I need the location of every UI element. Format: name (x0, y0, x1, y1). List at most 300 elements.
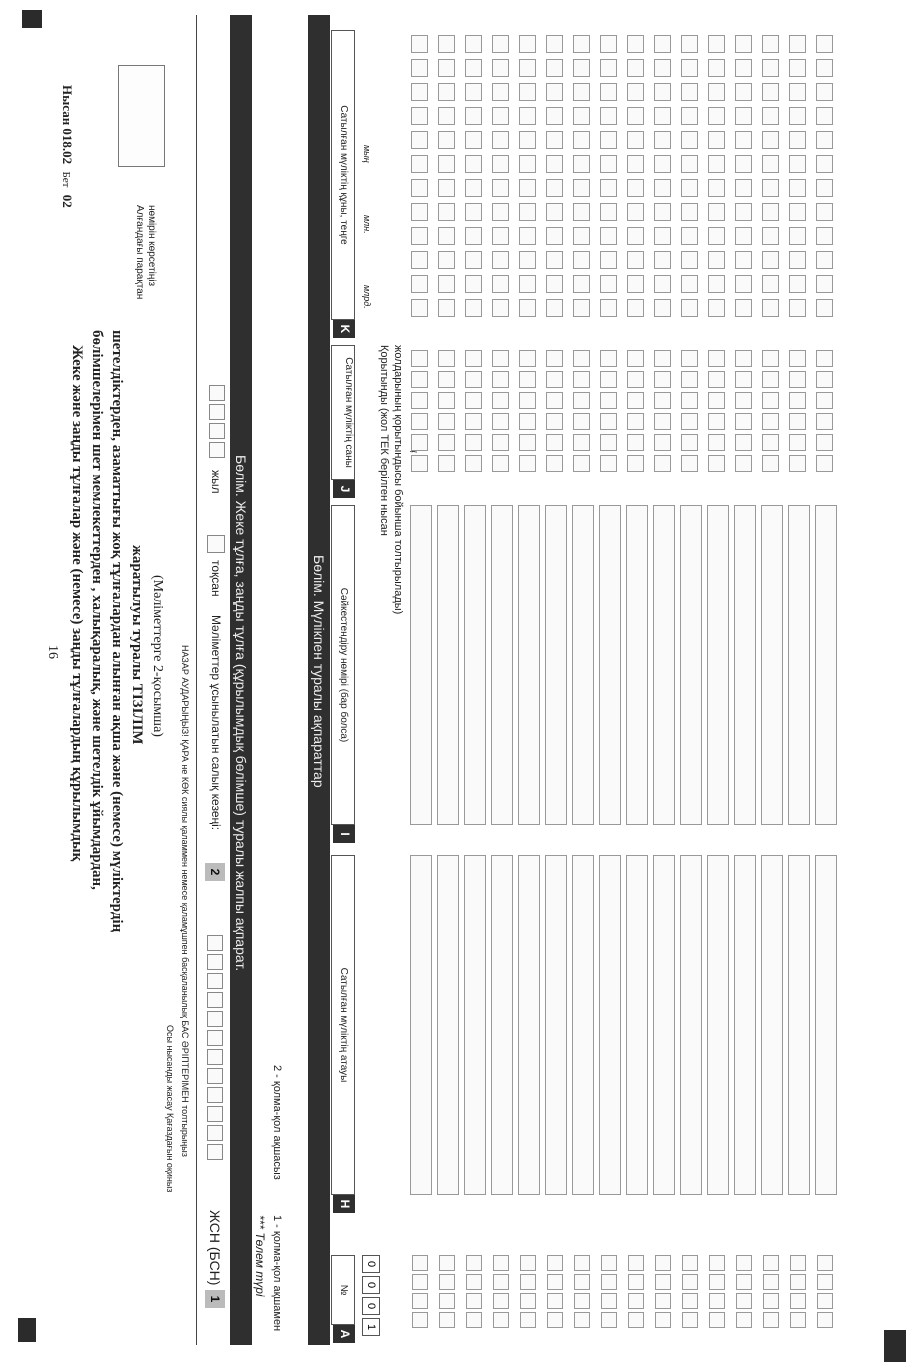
value-cell[interactable] (465, 227, 482, 245)
row-number-cell[interactable] (412, 1293, 428, 1309)
row-number-cell[interactable] (817, 1312, 833, 1328)
value-cell[interactable] (438, 131, 455, 149)
quantity-cell[interactable] (465, 371, 482, 388)
quantity-cell[interactable] (519, 392, 536, 409)
quantity-cell[interactable] (492, 392, 509, 409)
quantity-cell[interactable] (627, 350, 644, 367)
quantity-cell[interactable] (519, 371, 536, 388)
value-cell[interactable] (735, 155, 752, 173)
quantity-cell[interactable] (708, 455, 725, 472)
value-cell[interactable] (465, 59, 482, 77)
value-cell[interactable] (546, 275, 563, 293)
value-cell[interactable] (519, 35, 536, 53)
value-cell[interactable] (465, 179, 482, 197)
value-cell[interactable] (627, 83, 644, 101)
row-digit[interactable]: 0 (362, 1297, 380, 1315)
value-cell[interactable] (735, 59, 752, 77)
row-number-cell[interactable] (466, 1274, 482, 1290)
row-number-cell[interactable] (709, 1274, 725, 1290)
quantity-cell[interactable] (546, 392, 563, 409)
quantity-cell[interactable] (816, 455, 833, 472)
value-cell[interactable] (600, 251, 617, 269)
value-cell[interactable] (789, 155, 806, 173)
identifier-field[interactable] (626, 505, 648, 825)
row-number-cell[interactable] (439, 1274, 455, 1290)
quantity-cell[interactable] (789, 434, 806, 451)
value-cell[interactable] (411, 35, 428, 53)
iin-digit-box[interactable] (207, 1011, 223, 1027)
value-cell[interactable] (465, 107, 482, 125)
value-cell[interactable] (492, 203, 509, 221)
quantity-cell[interactable] (627, 371, 644, 388)
quarter-input[interactable] (207, 535, 225, 553)
quantity-cell[interactable] (681, 392, 698, 409)
value-cell[interactable] (573, 179, 590, 197)
quantity-cell[interactable] (762, 392, 779, 409)
quantity-cell[interactable] (411, 413, 428, 430)
row-number-cell[interactable] (439, 1255, 455, 1271)
quantity-cell[interactable] (600, 413, 617, 430)
year-input[interactable] (209, 385, 225, 458)
quantity-cell[interactable] (654, 371, 671, 388)
row-number-cell[interactable] (574, 1274, 590, 1290)
row-number-cell[interactable] (547, 1255, 563, 1271)
value-cell[interactable] (708, 155, 725, 173)
value-cell[interactable] (465, 275, 482, 293)
value-cell[interactable] (627, 131, 644, 149)
iin-digit-box[interactable] (207, 1049, 223, 1065)
value-cell[interactable] (789, 299, 806, 317)
value-cell[interactable] (573, 155, 590, 173)
row-number-cell[interactable] (412, 1274, 428, 1290)
value-cell[interactable] (411, 131, 428, 149)
iin-bin-input[interactable] (207, 935, 223, 1160)
value-cell[interactable] (600, 155, 617, 173)
value-cell[interactable] (438, 227, 455, 245)
quantity-cell[interactable] (600, 434, 617, 451)
value-cell[interactable] (654, 83, 671, 101)
value-cell[interactable] (681, 107, 698, 125)
quantity-cell[interactable] (438, 350, 455, 367)
value-cell[interactable] (573, 35, 590, 53)
row-number-cell[interactable] (763, 1255, 779, 1271)
quantity-cell[interactable] (681, 455, 698, 472)
quantity-cell[interactable] (492, 434, 509, 451)
quantity-cell[interactable] (600, 371, 617, 388)
row-number-cell[interactable] (655, 1255, 671, 1271)
quantity-cell[interactable] (465, 413, 482, 430)
value-cell[interactable] (573, 275, 590, 293)
value-cell[interactable] (654, 107, 671, 125)
value-cell[interactable] (681, 83, 698, 101)
row-number-cell[interactable] (574, 1255, 590, 1271)
value-cell[interactable] (762, 179, 779, 197)
row-number-cell[interactable] (601, 1274, 617, 1290)
quantity-cell[interactable] (546, 371, 563, 388)
value-cell[interactable] (654, 59, 671, 77)
value-cell[interactable] (627, 227, 644, 245)
value-cell[interactable] (762, 275, 779, 293)
identifier-field[interactable] (572, 505, 594, 825)
value-cell[interactable] (789, 107, 806, 125)
quantity-cell[interactable] (708, 350, 725, 367)
value-cell[interactable] (411, 227, 428, 245)
row-number-cell[interactable] (628, 1312, 644, 1328)
value-cell[interactable] (546, 299, 563, 317)
value-cell[interactable] (546, 131, 563, 149)
value-cell[interactable] (681, 203, 698, 221)
row-number-cell[interactable] (547, 1274, 563, 1290)
value-cell[interactable] (465, 299, 482, 317)
value-cell[interactable] (627, 107, 644, 125)
value-cell[interactable] (573, 107, 590, 125)
quantity-cell[interactable] (492, 350, 509, 367)
row-number-cell[interactable] (520, 1255, 536, 1271)
value-cell[interactable] (735, 227, 752, 245)
quantity-cell[interactable] (600, 350, 617, 367)
value-cell[interactable] (492, 251, 509, 269)
value-cell[interactable] (816, 35, 833, 53)
value-cell[interactable] (573, 83, 590, 101)
identifier-field[interactable] (518, 505, 540, 825)
quantity-cell[interactable] (546, 434, 563, 451)
row-number-cell[interactable] (520, 1312, 536, 1328)
row-number-cell[interactable] (817, 1293, 833, 1309)
value-cell[interactable] (546, 251, 563, 269)
quantity-cell[interactable] (654, 434, 671, 451)
quantity-cell[interactable] (708, 413, 725, 430)
value-cell[interactable] (681, 251, 698, 269)
quantity-cell[interactable] (654, 350, 671, 367)
quantity-cell[interactable] (600, 392, 617, 409)
value-cell[interactable] (681, 299, 698, 317)
quantity-cell[interactable] (465, 434, 482, 451)
value-cell[interactable] (546, 179, 563, 197)
value-cell[interactable] (816, 59, 833, 77)
value-cell[interactable] (519, 107, 536, 125)
value-cell[interactable] (816, 299, 833, 317)
value-cell[interactable] (654, 35, 671, 53)
iin-digit-box[interactable] (207, 1125, 223, 1141)
value-cell[interactable] (816, 203, 833, 221)
row-number-cell[interactable] (628, 1293, 644, 1309)
quantity-cell[interactable] (411, 455, 428, 472)
value-cell[interactable] (546, 83, 563, 101)
value-cell[interactable] (708, 131, 725, 149)
value-cell[interactable] (708, 299, 725, 317)
row-number-cell[interactable] (466, 1293, 482, 1309)
quantity-cell[interactable] (762, 413, 779, 430)
quantity-cell[interactable] (789, 392, 806, 409)
item-name-field[interactable] (734, 855, 756, 1195)
quantity-cell[interactable] (492, 371, 509, 388)
value-cell[interactable] (816, 83, 833, 101)
value-cell[interactable] (492, 83, 509, 101)
value-cell[interactable] (762, 227, 779, 245)
row-number-cell[interactable] (574, 1293, 590, 1309)
item-name-field[interactable] (788, 855, 810, 1195)
quantity-cell[interactable] (546, 350, 563, 367)
value-cell[interactable] (519, 179, 536, 197)
value-cell[interactable] (438, 203, 455, 221)
value-cell[interactable] (735, 203, 752, 221)
value-cell[interactable] (708, 35, 725, 53)
value-cell[interactable] (573, 227, 590, 245)
value-cell[interactable] (762, 35, 779, 53)
quantity-cell[interactable] (546, 413, 563, 430)
value-cell[interactable] (546, 107, 563, 125)
quantity-cell[interactable] (681, 434, 698, 451)
quantity-cell[interactable] (789, 350, 806, 367)
value-cell[interactable] (492, 35, 509, 53)
year-digit-box[interactable] (209, 404, 225, 420)
year-digit-box[interactable] (209, 385, 225, 401)
value-cell[interactable] (708, 227, 725, 245)
quantity-cell[interactable] (816, 392, 833, 409)
quantity-cell[interactable] (708, 392, 725, 409)
row-number-cell[interactable] (493, 1274, 509, 1290)
row-number-cell[interactable] (682, 1293, 698, 1309)
item-name-field[interactable] (437, 855, 459, 1195)
year-digit-box[interactable] (209, 423, 225, 439)
quantity-cell[interactable] (762, 350, 779, 367)
quantity-cell[interactable] (411, 350, 428, 367)
value-cell[interactable] (465, 131, 482, 149)
quantity-cell[interactable] (600, 455, 617, 472)
value-cell[interactable] (519, 251, 536, 269)
item-name-field[interactable] (653, 855, 675, 1195)
quantity-cell[interactable] (654, 392, 671, 409)
value-cell[interactable] (816, 107, 833, 125)
row-number-cell[interactable] (520, 1293, 536, 1309)
item-name-field[interactable] (680, 855, 702, 1195)
iin-digit-box[interactable] (207, 954, 223, 970)
quantity-cell[interactable] (627, 413, 644, 430)
quantity-cell[interactable] (735, 434, 752, 451)
quantity-cell[interactable] (492, 455, 509, 472)
value-cell[interactable] (708, 275, 725, 293)
value-cell[interactable] (762, 251, 779, 269)
value-cell[interactable] (438, 155, 455, 173)
quantity-cell[interactable] (762, 434, 779, 451)
item-name-field[interactable] (518, 855, 540, 1195)
value-cell[interactable] (708, 83, 725, 101)
value-cell[interactable] (789, 179, 806, 197)
item-name-field[interactable] (464, 855, 486, 1195)
row-number-cell[interactable] (817, 1255, 833, 1271)
value-cell[interactable] (519, 299, 536, 317)
value-cell[interactable] (816, 227, 833, 245)
value-cell[interactable] (735, 107, 752, 125)
value-cell[interactable] (681, 131, 698, 149)
iin-digit-box[interactable] (207, 935, 223, 951)
quantity-cell[interactable] (627, 434, 644, 451)
row-digit[interactable]: 0 (362, 1255, 380, 1273)
iin-digit-box[interactable] (207, 1068, 223, 1084)
value-cell[interactable] (762, 131, 779, 149)
iin-digit-box[interactable] (207, 1030, 223, 1046)
value-cell[interactable] (600, 179, 617, 197)
identifier-field[interactable] (815, 505, 837, 825)
value-cell[interactable] (789, 131, 806, 149)
value-cell[interactable] (573, 251, 590, 269)
row-number-cell[interactable] (439, 1293, 455, 1309)
value-cell[interactable] (735, 179, 752, 197)
value-cell[interactable] (600, 83, 617, 101)
identifier-field[interactable] (734, 505, 756, 825)
row-number-cell[interactable] (547, 1312, 563, 1328)
quantity-cell[interactable] (519, 413, 536, 430)
value-cell[interactable] (519, 155, 536, 173)
quantity-cell[interactable] (438, 434, 455, 451)
value-cell[interactable] (681, 35, 698, 53)
value-cell[interactable] (735, 131, 752, 149)
value-cell[interactable] (438, 179, 455, 197)
row-number-cell[interactable] (763, 1293, 779, 1309)
iin-digit-box[interactable] (207, 1087, 223, 1103)
value-cell[interactable] (600, 131, 617, 149)
item-name-field[interactable] (491, 855, 513, 1195)
value-cell[interactable] (573, 299, 590, 317)
row-number-cell[interactable] (709, 1255, 725, 1271)
item-name-field[interactable] (545, 855, 567, 1195)
quantity-cell[interactable] (546, 455, 563, 472)
value-cell[interactable] (708, 179, 725, 197)
value-cell[interactable] (519, 131, 536, 149)
row-number-cell[interactable] (493, 1255, 509, 1271)
quantity-cell[interactable] (735, 455, 752, 472)
prev-sheet-number-box[interactable] (118, 65, 165, 167)
value-cell[interactable] (681, 59, 698, 77)
value-cell[interactable] (762, 83, 779, 101)
row-number-cell[interactable] (682, 1255, 698, 1271)
value-cell[interactable] (492, 227, 509, 245)
quantity-cell[interactable] (465, 392, 482, 409)
value-cell[interactable] (789, 227, 806, 245)
value-cell[interactable] (492, 275, 509, 293)
value-cell[interactable] (654, 203, 671, 221)
value-cell[interactable] (519, 227, 536, 245)
row-number-cell[interactable] (655, 1293, 671, 1309)
row-digit[interactable]: 0 (362, 1276, 380, 1294)
value-cell[interactable] (654, 155, 671, 173)
value-cell[interactable] (573, 131, 590, 149)
identifier-field[interactable] (761, 505, 783, 825)
value-cell[interactable] (411, 299, 428, 317)
quantity-cell[interactable] (681, 413, 698, 430)
value-cell[interactable] (600, 107, 617, 125)
value-cell[interactable] (789, 275, 806, 293)
value-cell[interactable] (411, 107, 428, 125)
row-number-cell[interactable] (412, 1312, 428, 1328)
quantity-cell[interactable] (411, 434, 428, 451)
iin-digit-box[interactable] (207, 1144, 223, 1160)
quantity-cell[interactable] (573, 392, 590, 409)
quantity-cell[interactable] (816, 434, 833, 451)
value-cell[interactable] (465, 203, 482, 221)
row-number-cell[interactable] (412, 1255, 428, 1271)
row-number-cell[interactable] (547, 1293, 563, 1309)
value-cell[interactable] (627, 299, 644, 317)
value-cell[interactable] (789, 35, 806, 53)
row-number-cell[interactable] (682, 1274, 698, 1290)
identifier-field[interactable] (653, 505, 675, 825)
row-number-cell[interactable] (493, 1312, 509, 1328)
value-cell[interactable] (600, 275, 617, 293)
row-number-cell[interactable] (628, 1255, 644, 1271)
value-cell[interactable] (438, 35, 455, 53)
identifier-field[interactable] (464, 505, 486, 825)
value-cell[interactable] (519, 59, 536, 77)
quantity-cell[interactable] (519, 434, 536, 451)
value-cell[interactable] (708, 203, 725, 221)
value-cell[interactable] (573, 59, 590, 77)
value-cell[interactable] (438, 83, 455, 101)
value-cell[interactable] (438, 251, 455, 269)
quantity-cell[interactable] (438, 455, 455, 472)
quantity-cell[interactable] (708, 434, 725, 451)
value-cell[interactable] (735, 83, 752, 101)
value-cell[interactable] (816, 179, 833, 197)
quantity-cell[interactable] (735, 350, 752, 367)
quantity-cell[interactable] (681, 350, 698, 367)
row-number-cell[interactable] (763, 1312, 779, 1328)
value-cell[interactable] (519, 275, 536, 293)
row-number-input[interactable] (362, 1255, 380, 1336)
identifier-field[interactable] (707, 505, 729, 825)
item-name-field[interactable] (761, 855, 783, 1195)
row-number-cell[interactable] (655, 1312, 671, 1328)
identifier-field[interactable] (788, 505, 810, 825)
value-cell[interactable] (681, 227, 698, 245)
value-cell[interactable] (411, 251, 428, 269)
identifier-field[interactable] (491, 505, 513, 825)
quantity-cell[interactable] (816, 413, 833, 430)
row-number-cell[interactable] (709, 1293, 725, 1309)
value-cell[interactable] (492, 59, 509, 77)
value-cell[interactable] (600, 59, 617, 77)
quantity-cell[interactable] (708, 371, 725, 388)
quantity-cell[interactable] (627, 392, 644, 409)
quantity-cell[interactable] (789, 413, 806, 430)
row-number-cell[interactable] (466, 1255, 482, 1271)
quantity-cell[interactable] (762, 455, 779, 472)
value-cell[interactable] (816, 155, 833, 173)
value-cell[interactable] (735, 251, 752, 269)
value-cell[interactable] (627, 35, 644, 53)
value-cell[interactable] (735, 299, 752, 317)
value-cell[interactable] (789, 251, 806, 269)
row-number-cell[interactable] (601, 1293, 617, 1309)
quantity-cell[interactable] (573, 434, 590, 451)
row-number-cell[interactable] (709, 1312, 725, 1328)
value-cell[interactable] (762, 59, 779, 77)
quantity-cell[interactable] (816, 350, 833, 367)
identifier-field[interactable] (680, 505, 702, 825)
value-cell[interactable] (681, 275, 698, 293)
item-name-field[interactable] (815, 855, 837, 1195)
row-digit[interactable]: 1 (362, 1318, 380, 1336)
quantity-cell[interactable] (411, 392, 428, 409)
item-name-field[interactable] (572, 855, 594, 1195)
value-cell[interactable] (708, 59, 725, 77)
value-cell[interactable] (816, 131, 833, 149)
value-cell[interactable] (546, 59, 563, 77)
row-number-cell[interactable] (790, 1293, 806, 1309)
quantity-cell[interactable] (573, 350, 590, 367)
row-number-cell[interactable] (790, 1312, 806, 1328)
identifier-field[interactable] (545, 505, 567, 825)
